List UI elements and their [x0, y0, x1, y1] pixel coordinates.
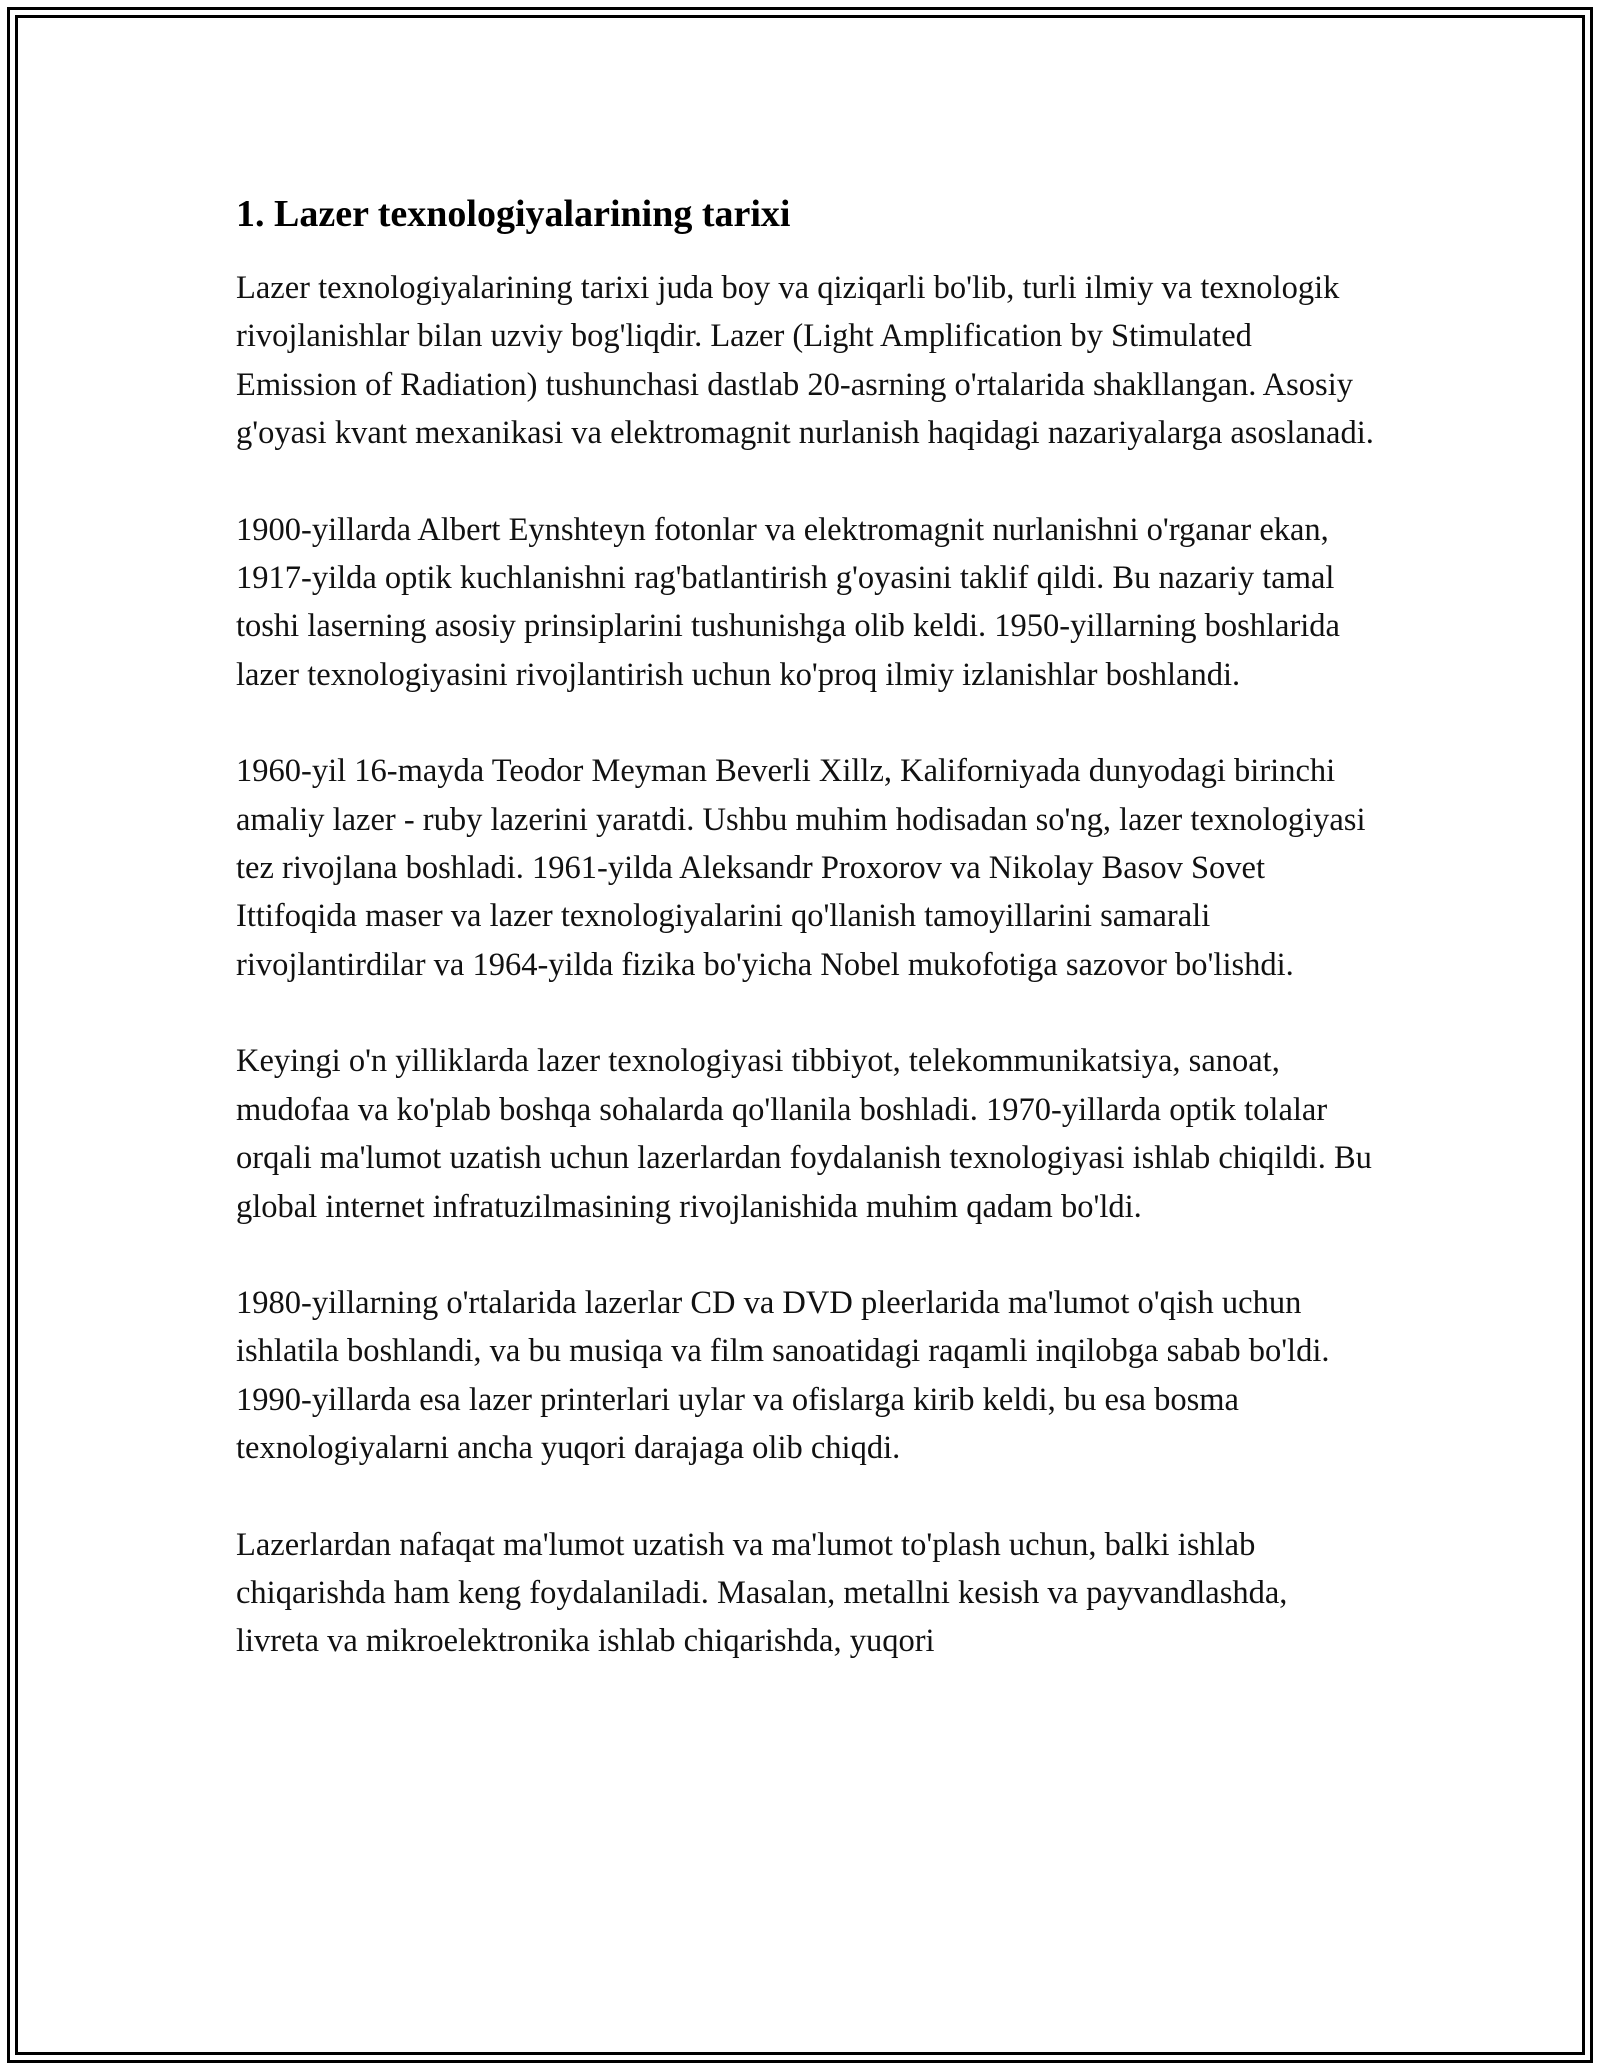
paragraph-first-laser: 1960-yil 16-mayda Teodor Meyman Beverli Xillz, Kaliforniyada dunyodagi birinchi amaliy lazer - ruby lazerini yaratdi. Ushbu muhim hodisadan so'ng, lazer texnologiyasi tez rivojlana boshladi. 1961-yilda Aleksandr Proxorov va Nikolay Basov Sovet Ittifoqida maser va lazer texnologiyalarini qo'llanish tamoyillarini samarali rivojlantirdilar va 1964-yilda fizika bo'yicha Nobel mukofotiga sazovor bo'lishdi.	[236, 753, 1366, 983]
paragraph-manufacturing: Lazerlardan nafaqat ma'lumot uzatish va ma'lumot to'plash uchun, balki ishlab chiqarishda ham keng foydalaniladi. Masalan, metallni kesish va payvandlashda, livreta va mikroelektronika ishlab chiqarishda, yuqori	[236, 1526, 1288, 1660]
section-heading: 1. Lazer texnologiyalarining tarixi	[236, 193, 791, 235]
document-body	[236, 186, 1376, 1714]
paragraph-applications: Keyingi o'n yilliklarda lazer texnologiyasi tibbiyot, telekommunikatsiya, sanoat, mudofaa va ko'plab boshqa sohalarda qo'llanila boshladi. 1970-yillarda optik tolalar orqali ma'lumot uzatish uchun lazerlardan foydalanish texnologiyasi ishlab chiqildi. Bu global internet infratuzilmasining rivojlanishida muhim qadam bo'ldi.	[236, 1043, 1372, 1225]
paragraph-cd-dvd: 1980-yillarning o'rtalarida lazerlar CD va DVD pleerlarida ma'lumot o'qish uchun ishlatila boshlandi, va bu musiqa va film sanoatidagi raqamli inqilobga sabab bo'ldi. 1990-yillarda esa lazer printerlari uylar va ofislarga kirib keldi, bu esa bosma texnologiyalarni ancha yuqori darajaga olib chiqdi.	[236, 1284, 1330, 1467]
paragraph-einstein: 1900-yillarda Albert Eynshteyn fotonlar va elektromagnit nurlanishni o'rganar ekan, 1917-yilda optik kuchlanishni rag'batlantirish g'oyasini taklif qildi. Bu nazariy tamal toshi laserning asosiy prinsiplarini tushunishga olib keldi. 1950-yillarning boshlarida lazer texnologiyasini rivojlantirish uchun ko'proq ilmiy izlanishlar boshlandi.	[236, 511, 1340, 693]
paragraph-laser-origin: Lazer texnologiyalarining tarixi juda boy va qiziqarli bo'lib, turli ilmiy va texnologik rivojlanishlar bilan uzviy bog'liqdir. Lazer (Light Amplification by Stimulated Emission of Radiation) tushunchasi dastlab 20-asrning o'rtalarida shakllangan. Asosiy g'oyasi kvant mexanikasi va elektromagnit nurlanish haqidagi nazariyalarga asoslanadi.	[236, 270, 1374, 452]
